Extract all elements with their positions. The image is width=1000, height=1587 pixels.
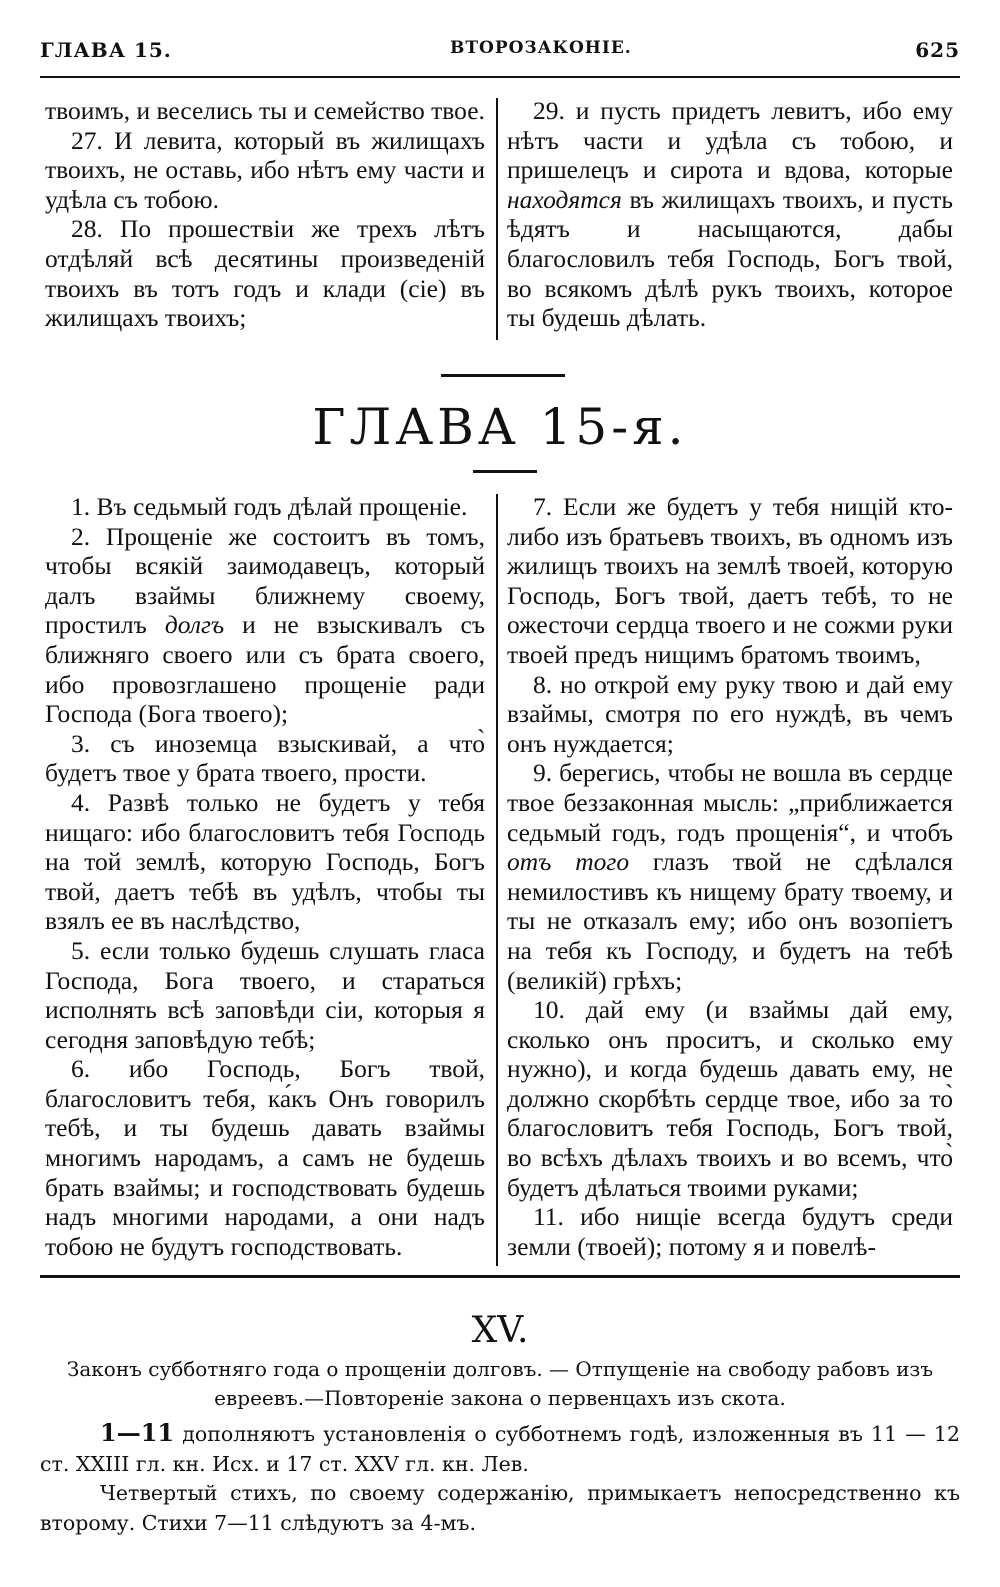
verse [45,729,485,788]
verse-reference: 1—11 [100,1418,175,1447]
verse-text: 10. дай ему (и взаймы дай ему, сколько онъ проситъ, и сколько ему нужно), и когда будешь давать ему, не должно скорбѣть сердце твое, ибо за то̀ благословитъ тебя Господь, Богъ твой, во всѣхъ дѣлахъ твоихъ и во всемъ, что̀ будетъ дѣлаться твоими руками; [507,995,953,1202]
chapter-title: ГЛАВА 15-я. [312,398,688,456]
verse [507,758,953,995]
verse-text: и не взыскивалъ съ ближняго своего или съ брата своего, ибо провозглашено прощеніе ради Господа (Бога твоего); [45,610,485,729]
verse-text: глазъ твой не сдѣлался немилостивъ къ нищему брату твоему, и ты не отказалъ ему; ибо онъ возопіетъ на тебя къ Господу, и будетъ на тебѣ (великій) грѣхъ; [507,847,953,995]
verse-text: 4. Развѣ только не будетъ у тебя нищаго: ибо благословитъ тебя Господь на той землѣ, которую Господь, Богъ твой, даетъ тебѣ въ удѣлъ, чтобы ты взялъ ее въ наслѣдство, [45,787,485,936]
page-number: 625 [915,38,960,62]
column-divider-main [496,494,498,1266]
verse [45,936,485,1054]
commentary-paragraph [40,1418,960,1479]
chapter-running-title: ГЛАВА 15. [40,38,172,62]
verse [507,492,953,670]
verse-text: 2. Прощеніе же состоитъ въ томъ, чтобы всякій заимодавецъ, который далъ взаймы ближнему своему, простилъ [45,521,485,640]
top-right-column [507,96,953,333]
text-commentary-rule [40,1275,960,1278]
column-divider-top [496,98,498,340]
commentary-text: дополняютъ установленія о субботнемъ годѣ, изложенныя въ 11 — 12 ст. XXIII гл. кн. Исх. и 17 ст. XXV гл. кн. Лев. [40,1422,960,1476]
verse-text: въ жилищахъ твоихъ, и пусть ѣдятъ и насыщаются, дабы благословилъ тебя Господь, Богъ твой, во всякомъ дѣлѣ рукъ твоихъ, которое ты будешь дѣлать. [507,184,953,333]
commentary-summary: Законъ субботняго года о прощеніи долговъ. — Отпущеніе на свободу рабовъ изъ евреевъ.—Повтореніе закона о первенцахъ изъ скота. [66,1357,934,1410]
verse-text: 11. ибо нищіе всегда будутъ среди земли (твоей); потому я и повелѣ- [507,1202,953,1261]
book-title: ВТОРОЗАКОНІЕ. [450,38,632,58]
verse-text: 1. Въ седьмый годъ дѣлай прощеніе. [71,492,468,521]
verse [45,788,485,936]
italic-word: отъ того [507,847,630,877]
italic-word: находятся [507,184,622,214]
verse-text: 6. ибо Господь, Богъ твой, благословитъ тебя, ка́къ Онъ говорилъ тебѣ, и ты будешь давать взаймы многимъ народамъ, а самъ не будешь брать взаймы; и господствовать будешь надъ многими народами, а они надъ тобою не будутъ господствовать. [45,1054,485,1261]
verse-text: 9. берегись, чтобы не вошла въ сердце твое беззаконная мысль: „приближается седьмый годъ, годъ прощенія“, и чтобъ [507,758,953,847]
header-rule [40,76,960,78]
verse: 28. По прошествіи же трехъ лѣтъ отдѣляй всѣ десятины произведеній твоихъ въ тотъ годъ и клади (сіе) въ жилищахъ твоихъ; [45,214,485,333]
verse [45,522,485,729]
running-head [40,38,960,68]
commentary-paragraph: Четвертый стихъ, по своему содержанію, примыкаетъ непосредственно къ второму. Стихи 7—11 слѣдуютъ за 4-мъ. [40,1481,960,1535]
verse: 27. И левита, который въ жилищахъ твоихъ, не оставь, ибо нѣтъ ему части и удѣла съ тобою. [45,125,485,214]
verse-text: 7. Если же будетъ у тебя нищій кто-либо изъ братьевъ твоихъ, въ одномъ изъ жилищъ твоихъ на землѣ твоей, которую Господь, Богъ твой, даетъ тебѣ, то не ожесточи сердца твоего и не сожми руки твоей предъ нищимъ братомъ твоимъ, [507,492,953,669]
main-left-column [45,492,485,1261]
verse-text: 3. съ иноземца взыскивай, а что̀ будетъ твое у брата твоего, прости. [45,728,485,788]
commentary-body [40,1418,960,1538]
verse [507,96,953,333]
commentary-section-numeral: XV. [471,1310,529,1351]
verse-text: 8. но открой ему руку твою и дай ему взаймы, смотря по его нуждѣ, въ чемъ онъ нуждается; [507,669,953,758]
verse [507,995,953,1202]
verse [507,1202,953,1261]
chapter-rule-bottom [473,470,537,473]
main-right-column [507,492,953,1261]
chapter-rule-top [441,374,565,377]
verse-text: 29. и пусть придетъ левитъ, ибо ему нѣтъ части и удѣла съ тобою, и пришелецъ и сирота и вдова, которые [507,96,953,185]
verse: твоимъ, и веселись ты и семейство твое. [45,96,485,125]
verse [507,670,953,759]
verse [45,492,485,522]
italic-word: долгъ [164,610,225,640]
top-left-column [45,96,485,333]
verse-text: 5. если только будешь слушать гласа Господа, Бога твоего, и стараться исполнять всѣ заповѣди сіи, которыя я сегодня заповѣдую тебѣ; [45,935,485,1054]
verse [45,1054,485,1261]
